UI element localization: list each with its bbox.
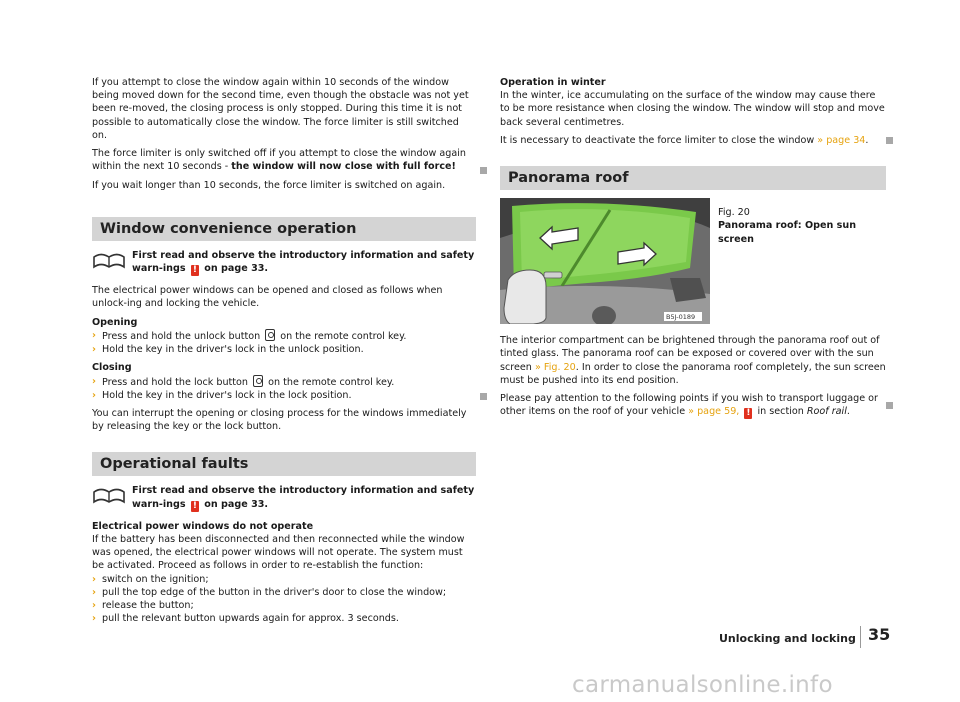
paragraph [92,147,476,173]
warning-text: First read and observe the introductory information and safety warn-ings [132,249,475,275]
end-mark-icon [480,167,487,174]
figure-label: Fig. 20 [718,207,750,219]
warning-note [92,484,476,511]
page-reference-link[interactable]: » page 59, [685,406,740,418]
section-heading: Panorama roof [500,166,886,190]
exclamation-icon: ! [746,408,751,419]
section-heading: Operational faults [92,452,476,476]
step-item [92,375,476,389]
paragraph-text: . [846,406,850,418]
subheading-closing: Closing [92,362,132,374]
page-reference-link[interactable]: » page 34 [814,134,866,146]
step-text: switch on the ignition; [102,573,209,585]
roof-rail-term: Roof rail [806,406,847,418]
step-text: Hold the key in the driver's lock in the lock position. [102,389,352,401]
step-list [92,573,476,626]
paragraph: The electrical power windows can be opened and closed as follows when unlock-ing and locking the vehicle. [92,285,443,310]
step-item [92,586,476,599]
panorama-roof-image [500,198,710,324]
bold-warning: the window will now close with full force! [231,161,456,173]
paragraph-text: in section [754,406,807,418]
chevron-right-icon: › [92,375,96,387]
footer-section-title: Unlocking and locking [719,632,856,645]
step-item [92,343,476,356]
paragraph-text: The interior compartment can be brightened through the panorama roof out of tinted glass. The panorama roof can be exposed or covered over with the sun screen [500,335,880,373]
exclamation-icon: ! [192,265,197,276]
chevron-right-icon: › [92,613,96,625]
chevron-right-icon: › [92,600,96,612]
paragraph: If you wait longer than 10 seconds, the force limiter is switched on again. [92,179,446,191]
step-text: Press and hold the unlock button [102,330,261,342]
left-column [92,76,476,626]
warning-note [92,249,476,276]
figure-caption [718,206,886,246]
figure [500,198,886,324]
paragraph-text: It is necessary to deactivate the force limiter to close the window [500,134,815,146]
paragraph: If the battery has been disconnected and then reconnected while the window was opened, the electrical power windows will not operate. The system must be activated. Proceed as follows in order to re-establish the function: [92,533,465,572]
subheading-opening: Opening [92,316,138,328]
step-item [92,599,476,612]
paragraph-text: . In order to close the panorama roof completely, the sun screen must be pushed into its end position. [500,361,886,386]
page-number: 35 [868,625,891,644]
figure-title: Panorama roof: Open sun screen [718,220,857,245]
paragraph [500,392,886,419]
step-text: on the remote control key. [268,376,395,388]
step-text: on the remote control key. [280,330,407,342]
chevron-right-icon: › [92,586,96,598]
step-text: pull the top edge of the button in the driver's door to close the window; [102,586,447,598]
warning-page[interactable]: on page 33. [200,263,269,275]
step-text: Press and hold the lock button [102,376,249,388]
paragraph [500,334,886,387]
paragraph-text: Please pay attention to the following points if you wish to transport luggage or other items on the roof of your vehicle [500,393,878,418]
right-column [500,76,886,424]
section-heading: Window convenience operation [92,217,476,241]
step-text: pull the relevant button upwards again for approx. 3 seconds. [102,613,399,625]
unlock-key-icon [265,329,275,341]
paragraph: In the winter, ice accumulating on the surface of the window may cause there to be more resistance when closing the window. The window will stop and move back several centimetres. [500,90,885,128]
book-warning-icon [92,486,126,504]
end-mark-icon [886,402,893,409]
book-warning-icon [92,251,126,269]
figure-reference-link[interactable]: » Fig. 20 [531,361,576,373]
chevron-right-icon: › [92,344,96,356]
chevron-right-icon: › [92,389,96,401]
step-text: release the button; [102,600,194,612]
step-item [92,329,476,343]
paragraph [500,134,886,147]
paragraph-text: . [865,134,869,146]
step-item [92,612,476,625]
watermark: carmanualsonline.info [572,672,833,698]
end-mark-icon [480,393,487,400]
exclamation-icon: ! [192,500,197,511]
end-mark-icon [886,137,893,144]
warning-page[interactable]: on page 33. [200,498,269,510]
paragraph: You can interrupt the opening or closing process for the windows immediately by releasing the key or the lock button. [92,407,467,433]
step-item [92,573,476,586]
warning-text: First read and observe the introductory information and safety warn-ings [132,485,475,510]
step-item [92,389,476,402]
chevron-right-icon: › [92,573,96,585]
subheading-winter: Operation in winter [500,77,606,88]
footer-divider [860,626,861,648]
paragraph: If you attempt to close the window again within 10 seconds of the window being moved down for the second time, even though the obstacle was not yet been re-moved, the closing process is only stopped. During this time it is not possible to automatically close the window. The force limiter is still switched on. [92,77,469,141]
paragraph-text: The force limiter is only switched off if you attempt to close the window again within the next 10 seconds - [92,148,466,173]
step-text: Hold the key in the driver's lock in the unlock position. [102,344,364,356]
figure-code: B5J-0189 [666,313,696,322]
chevron-right-icon: › [92,329,96,341]
lock-key-icon [253,375,263,387]
subheading: Electrical power windows do not operate [92,520,314,532]
